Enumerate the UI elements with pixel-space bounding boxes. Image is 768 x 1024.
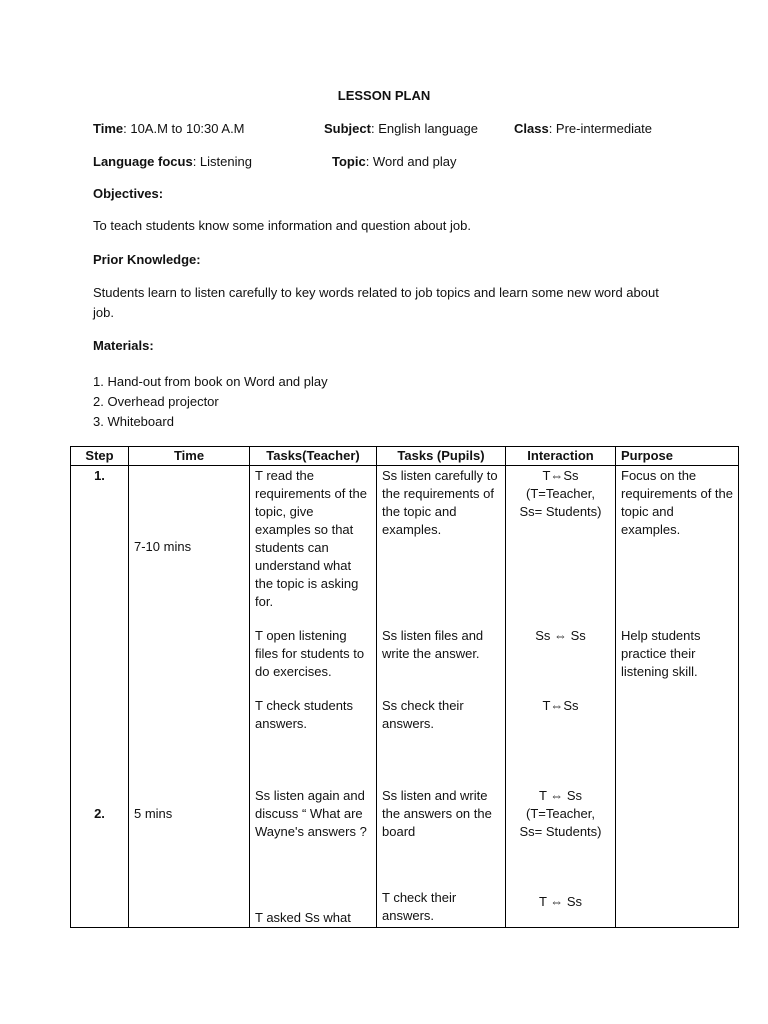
- lesson-table: [70, 446, 739, 928]
- subject-line: [324, 121, 478, 136]
- header-step: Step: [71, 447, 129, 466]
- materials-item: 1. Hand-out from book on Word and play: [93, 374, 328, 389]
- purpose-text: Focus on the requirements of the topic and examples.: [621, 468, 734, 537]
- class-value: : Pre-intermediate: [548, 121, 653, 136]
- interaction-text: (T=Teacher,: [525, 486, 595, 501]
- interaction-text: T ⇔ Ss: [538, 894, 583, 909]
- subject-label: Subject: [324, 121, 371, 136]
- interaction-text: (T=Teacher,: [525, 806, 595, 821]
- time-value: : 10A.M to 10:30 A.M: [123, 121, 245, 136]
- teacher-task: T read the requirements of the topic, give examples so that students can understand what the topic is asking for.: [255, 468, 368, 609]
- purpose-text: Help students practice their listening skill.: [621, 628, 701, 679]
- pupil-task: Ss listen carefully to the requirements of the topic and examples.: [382, 468, 498, 537]
- step-number: 2.: [94, 806, 105, 821]
- time-cell: [129, 466, 250, 928]
- header-interaction: Interaction: [506, 447, 616, 466]
- time-value: 7-10 mins: [134, 539, 192, 554]
- interaction-text: Ss ⇔ Ss: [535, 628, 586, 643]
- topic-value: : Word and play: [365, 154, 457, 169]
- class-label: Class: [514, 121, 549, 136]
- objectives-text: To teach students know some information and question about job.: [93, 218, 471, 233]
- teacher-task: Ss listen again and discuss “ What are Wayne's answers ?: [255, 788, 367, 839]
- focus-value: : Listening: [192, 154, 252, 169]
- pupil-task: Ss check their answers.: [382, 698, 464, 731]
- step-cell: [71, 466, 129, 928]
- teacher-task: T asked Ss what: [255, 910, 351, 925]
- header-time: Time: [129, 447, 250, 466]
- interaction-text: T⇔Ss: [542, 468, 579, 483]
- materials-item: 3. Whiteboard: [93, 414, 174, 429]
- subject-value: : English language: [370, 121, 478, 136]
- class-line: [514, 121, 652, 136]
- table-header-row: [71, 447, 739, 466]
- pupil-task: Ss listen and write the answers on the board: [382, 788, 492, 839]
- purpose-cell: [616, 466, 739, 928]
- interaction-text: Ss= Students): [519, 504, 602, 519]
- step-number: 1.: [94, 468, 105, 483]
- interaction-cell: [506, 466, 616, 928]
- materials-heading: Materials:: [93, 338, 154, 353]
- topic-label: Topic: [332, 154, 366, 169]
- pupil-tasks-cell: [377, 466, 506, 928]
- time-line: [93, 121, 245, 136]
- document-title: LESSON PLAN: [337, 88, 431, 103]
- header-purpose: Purpose: [616, 447, 739, 466]
- teacher-task: T open listening files for students to do exercises.: [255, 628, 365, 679]
- materials-item: 2. Overhead projector: [93, 394, 219, 409]
- topic-line: [332, 154, 457, 169]
- header-tasks-teacher: Tasks(Teacher): [250, 447, 377, 466]
- interaction-text: Ss= Students): [519, 824, 602, 839]
- header-tasks-pupils: Tasks (Pupils): [377, 447, 506, 466]
- interaction-text: T⇔Ss: [542, 698, 579, 713]
- time-label: Time: [93, 121, 124, 136]
- focus-label: Language focus: [93, 154, 193, 169]
- prior-knowledge-text: Students learn to listen carefully to key words related to job topics and learn some new word about job.: [93, 285, 659, 320]
- pupil-task: Ss listen files and write the answer.: [382, 628, 484, 661]
- focus-line: [93, 154, 252, 169]
- teacher-task: T check students answers.: [255, 698, 354, 731]
- table-row: [71, 466, 739, 928]
- teacher-tasks-cell: [250, 466, 377, 928]
- pupil-task: T check their answers.: [382, 890, 457, 923]
- prior-knowledge-heading: Prior Knowledge:: [93, 252, 201, 267]
- objectives-heading: Objectives:: [93, 186, 164, 201]
- time-value: 5 mins: [134, 806, 173, 821]
- interaction-text: T ⇔ Ss: [538, 788, 583, 803]
